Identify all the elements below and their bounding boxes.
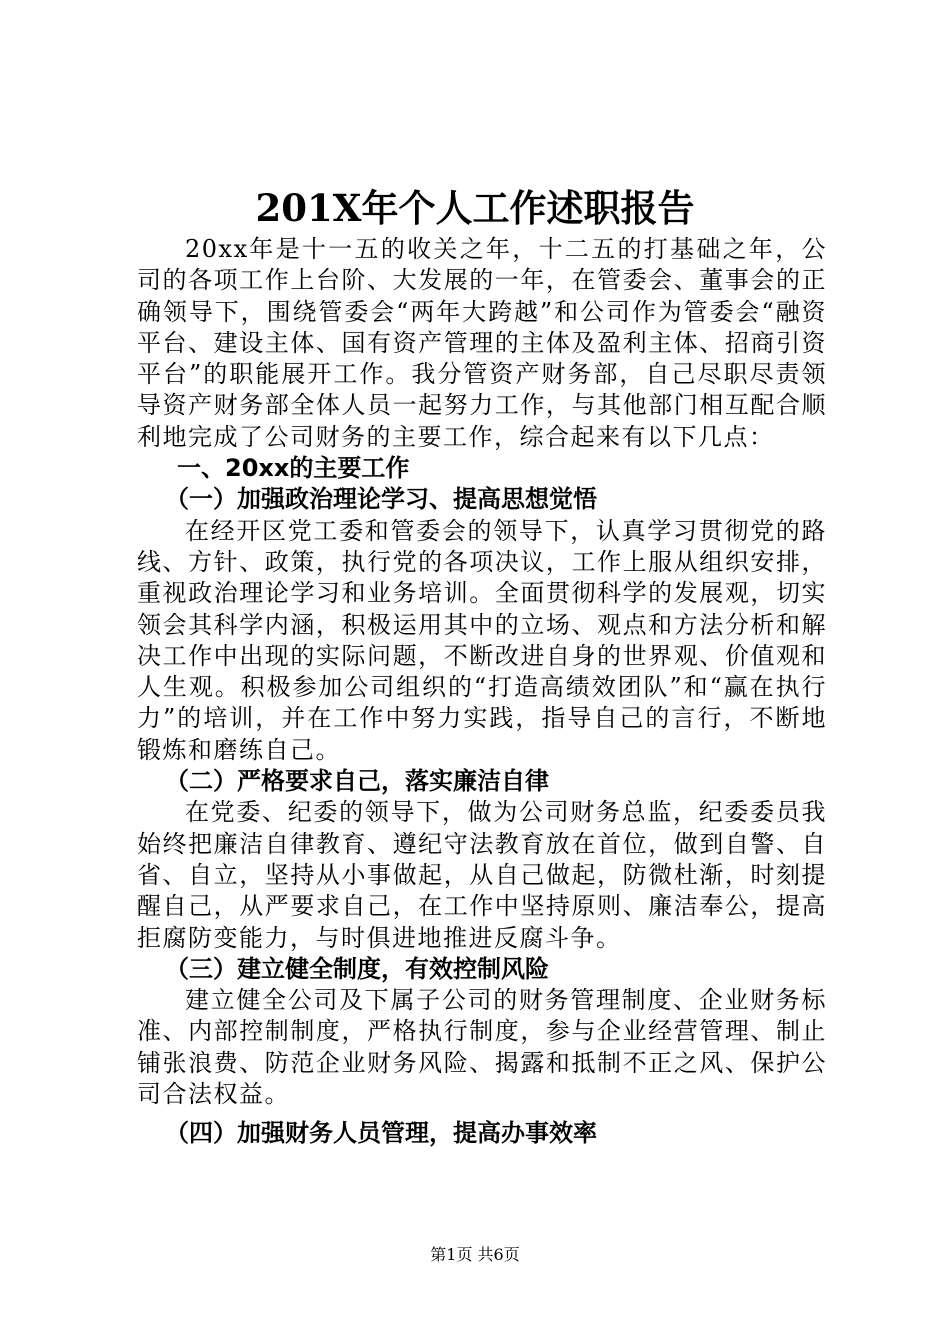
intro-paragraph: 20xx年是十一五的收关之年，十二五的打基础之年，公司的各项工作上台阶、大发展的一年，在管委会、董事会的正确领导下，围绕管委会“两年大跨越”和公司作为管委会“融资平台、建设主体、国有资产管理的主体及盈利主体、招商引资平台”的职能展开工作。我分管资产财务部，自己尽职尽责领导资产财务部全体人员一起努力工作，与其他部门相互配合顺利地完成了公司财务的主要工作，综合起来有以下几点： — [137, 235, 827, 451]
section-heading-1: 一、20xx的主要工作 — [177, 454, 410, 483]
paragraph-1: 在经开区党工委和管委会的领导下，认真学习贯彻党的路线、方针、政策，执行党的各项决议，工作上服从组织安排，重视政治理论学习和业务培训。全面贯彻科学的发展观，切实领会其科学内涵，积极运用其中的立场、观点和方法分析和解决工作中出现的实际问题，不断改进自身的世界观、价值观和人生观。积极参加公司组织的“打造高绩效团队”和“赢在执行力”的培训，并在工作中努力实践，指导自己的言行，不断地锻炼和磨练自己。 — [137, 516, 827, 764]
subsection-heading-2: （二）严格要求自己，落实廉洁自律 — [165, 767, 549, 796]
subsection-heading-1: （一）加强政治理论学习、提高思想觉悟 — [165, 485, 597, 514]
document-body — [137, 234, 827, 1150]
subsection-heading-4: （四）加强财务人员管理，提高办事效率 — [165, 1119, 597, 1148]
subsection-heading-3: （三）建立健全制度，有效控制风险 — [165, 954, 549, 983]
paragraph-2: 在党委、纪委的领导下，做为公司财务总监，纪委委员我始终把廉洁自律教育、遵纪守法教育放在首位，做到自警、自省、自立，坚持从小事做起，从自己做起，防微杜渐，时刻提醒自己，从严要求自己，在工作中坚持原则、廉洁奉公，提高拒腐防变能力，与时俱进地推进反腐斗争。 — [137, 798, 827, 952]
page-footer: 第1页 共6页 — [430, 1245, 520, 1264]
paragraph-3: 建立健全公司及下属子公司的财务管理制度、企业财务标准、内部控制制度，严格执行制度，参与企业经营管理、制止铺张浪费、防范企业财务风险、揭露和抵制不正之风、保护公司合法权益。 — [137, 986, 827, 1109]
document-title: 201X年个人工作述职报告 — [255, 186, 695, 230]
